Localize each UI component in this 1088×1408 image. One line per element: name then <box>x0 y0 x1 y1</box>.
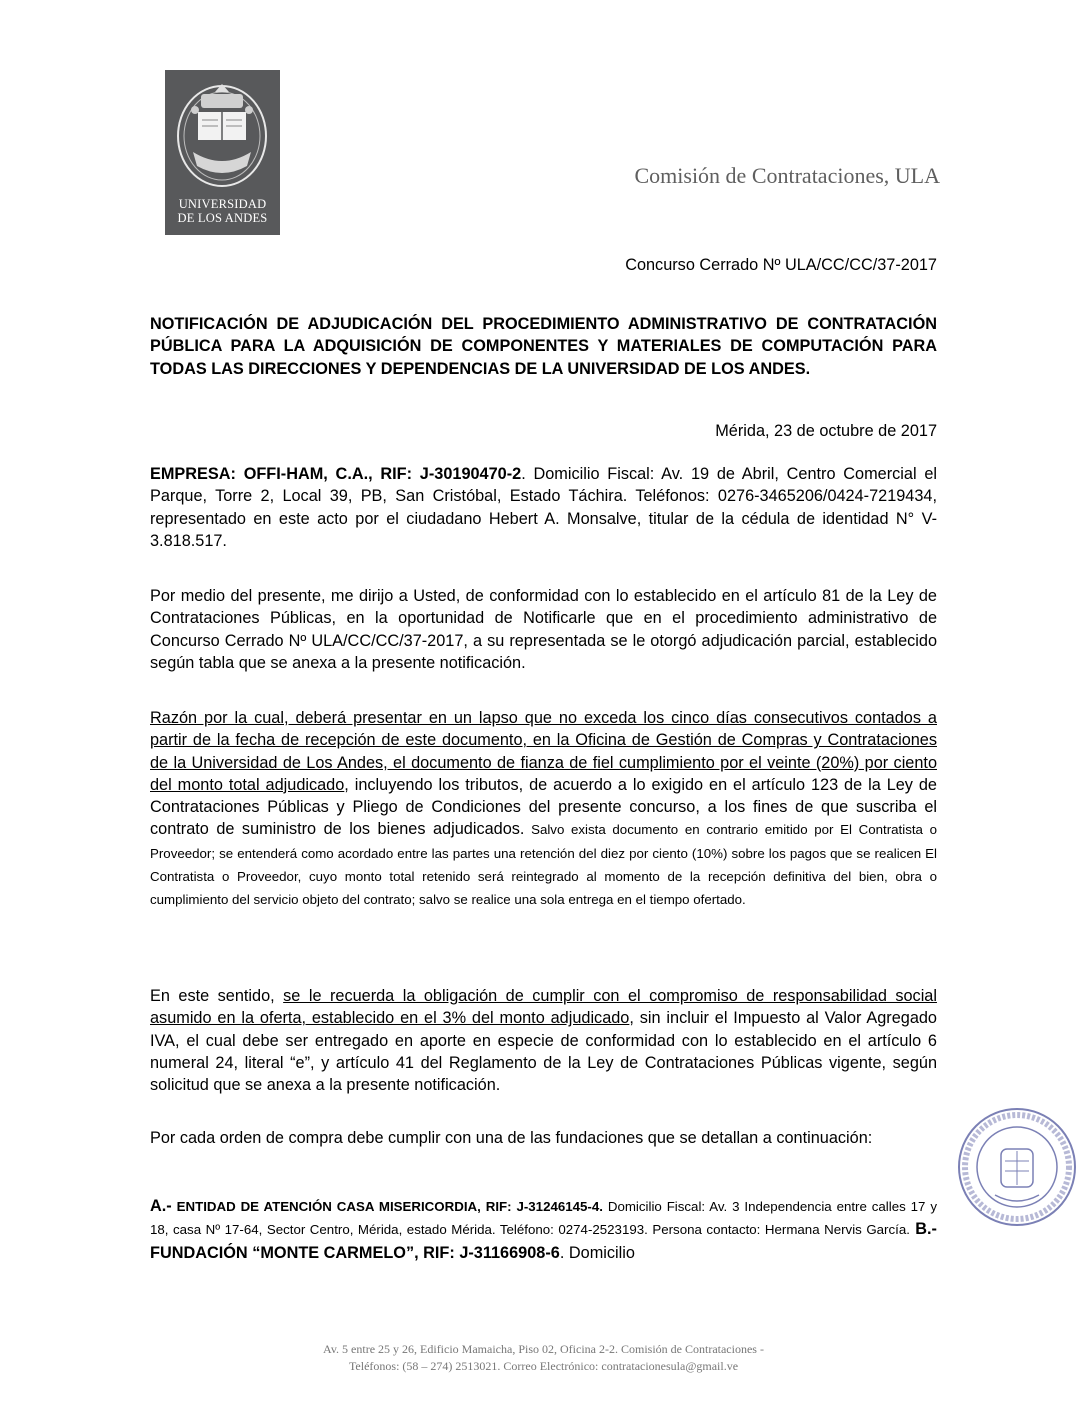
social-prefix: En este sentido, <box>150 987 284 1005</box>
footer-contact: Teléfonos: (58 – 274) 2513021. Correo Electrónico: contratacionesula@gmail.ve <box>348 1359 739 1373</box>
foundation-a-name: ENTIDAD DE ATENCIÓN CASA MISERICORDIA, RIF: J-31246145-4. <box>171 1199 603 1214</box>
official-seal-stamp <box>955 1105 1080 1230</box>
paragraph-notification: Por medio del presente, me dirijo a Usted, de conformidad con lo establecido en el artículo 81 de la Ley de Contrataciones Públicas, en la oportunidad de Notificarle que en el procedimiento administrativo de Concurso Cerrado Nº ULA/CC/CC/37-2017, a su representada se le otorgó adjudicación parcial, establecido según tabla que se anexa a la presente notificación. <box>150 587 937 672</box>
footer-address: Av. 5 entre 25 y 26, Edificio Mamaicha, Piso 02, Oficina 2-2. Comisión de Contrataciones - <box>323 1342 764 1356</box>
empresa-details: . Domicilio Fiscal: Av. 19 de Abril, Centro Comercial el Parque, Torre 2, Local 39, PB, San Cristóbal, Estado Táchira. Teléfonos: 0276-3465206/0424-7219434, representado en este acto por el ciudadano Hebert A. Monsalve, titular de la cédula de identidad N° V- 3.818.517. <box>150 465 937 550</box>
university-logo <box>165 70 280 235</box>
fianza-underlined: Razón por la cual, deberá presentar en un lapso que no exceda los cinco días consecutivos contados a partir de la fecha de recepción de este documento, en la Oficina de Gestión de Compras y Contrataciones de la Universidad de Los Andes, el documento de fianza de fiel cumplimiento por el veinte (20%) por ciento del monto total adjudicado <box>150 709 937 794</box>
paragraph-fianza <box>150 707 937 912</box>
commission-header: Comisión de Contrataciones, ULA <box>634 163 940 188</box>
logo-line-1: UNIVERSIDAD <box>178 197 267 211</box>
paragraph-foundations <box>150 1195 937 1264</box>
paragraph-social-responsibility <box>150 985 937 1096</box>
social-underlined: se le recuerda la obligación de cumplir con el compromiso de responsabilidad social asumido en la oferta, establecido en el 3% del monto adjudicado <box>150 987 937 1028</box>
empresa-name: EMPRESA: OFFI-HAM, C.A., RIF: J-30190470-2 <box>150 465 522 483</box>
concurso-reference: Concurso Cerrado Nº ULA/CC/CC/37-2017 <box>625 256 937 274</box>
foundation-b-name: B.- FUNDACIÓN “MONTE CARMELO”, RIF: J-31166908-6 <box>150 1220 937 1262</box>
foundation-b-details: . Domicilio <box>559 1243 635 1262</box>
empresa-paragraph <box>150 463 937 552</box>
document-date: Mérida, 23 de octubre de 2017 <box>715 422 937 440</box>
paragraph-foundations-intro: Por cada orden de compra debe cumplir con una de las fundaciones que se detallan a continuación: <box>150 1129 873 1147</box>
fianza-text: , incluyendo los tributos, de acuerdo a lo exigido en el artículo 123 de la Ley de Contrataciones Públicas y Pliego de Condiciones del presente concurso, a los fines de que suscriba el contrato de suministro de los bienes adjudicados. <box>150 775 937 839</box>
retention-text: Salvo exista documento en contrario emitido por El Contratista o Proveedor; se entenderá como acordado entre las partes una retención del diez por ciento (10%) sobre los pagos que se realicen El Contratista o Proveedor, cuyo monto total retenido será reintegrado al momento de la recepción definitiva del bien, obra o cumplimiento del servicio objeto del contrato; salvo se realice una sola entrega en el tiempo ofertado. <box>150 822 937 908</box>
social-text: , sin incluir el Impuesto al Valor Agregado IVA, el cual debe ser entregado en aporte en especie de conformidad con lo establecido en el artículo 6 numeral 24, literal “e”, y artículo 41 del Reglamento de la Ley de Contrataciones Públicas vigente, según solicitud que se anexa a la presente notificación. <box>150 1009 937 1095</box>
logo-line-2: DE LOS ANDES <box>177 211 268 225</box>
foundation-a-letter: A.- <box>150 1197 172 1215</box>
foundation-a-details: Domicilio Fiscal: Av. 3 Independencia entre calles 17 y 18, casa Nº 17-64, Sector Centro, Mérida, estado Mérida. Teléfono: 0274-2523193. Persona contacto: Hermana Nervis García. <box>150 1199 937 1238</box>
document-title: NOTIFICACIÓN DE ADJUDICACIÓN DEL PROCEDIMIENTO ADMINISTRATIVO DE CONTRATACIÓN PÚBLICA PARA LA ADQUISICIÓN DE COMPONENTES Y MATERIALES DE COMPUTACIÓN PARA TODAS LAS DIRECCIONES Y DEPENDENCIAS DE LA UNIVERSIDAD DE LOS ANDES. <box>150 315 937 378</box>
